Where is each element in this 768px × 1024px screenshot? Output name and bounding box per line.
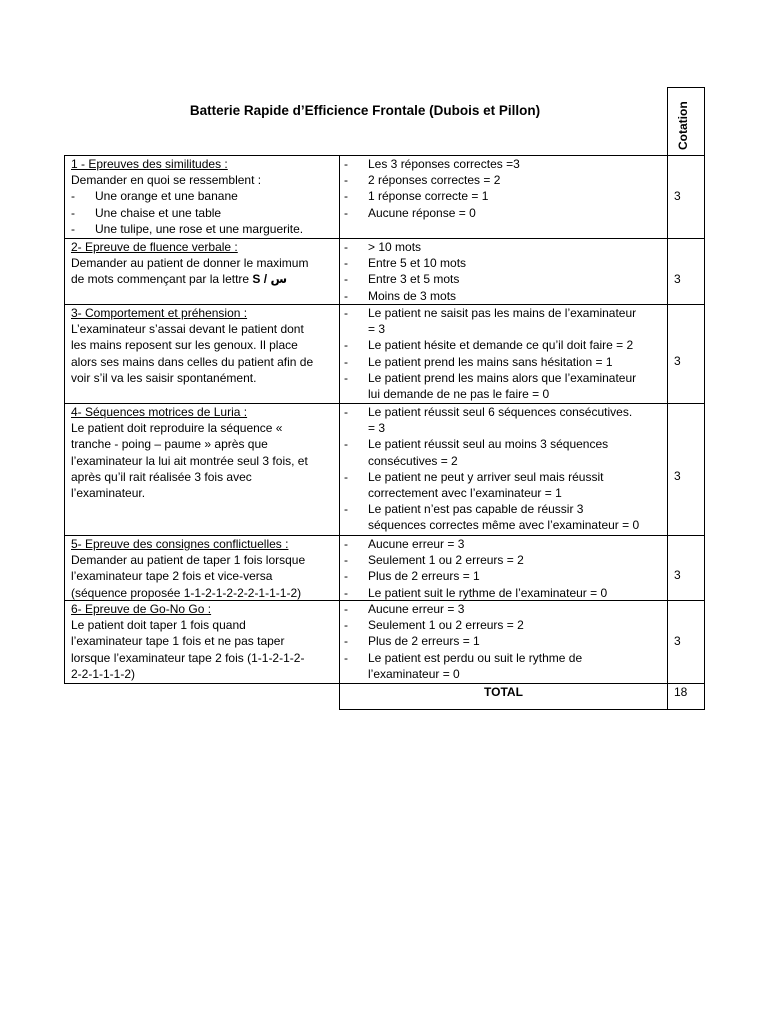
criterion-item: - Le patient réussit seul au moins 3 séquences (344, 437, 609, 452)
row6-line: Le patient doit taper 1 fois quand (71, 618, 246, 633)
row5-line: Demander au patient de taper 1 fois lorsque (71, 553, 306, 568)
row3-score: 3 (674, 354, 681, 368)
row5-score-cell (667, 535, 705, 601)
row4-line: Le patient doit reproduire la séquence « (71, 421, 283, 436)
criterion-item-cont: = 3 (368, 322, 386, 337)
row2-score: 3 (674, 272, 681, 286)
criterion-item-cont: = 3 (368, 421, 386, 436)
row3-line: voir s’il va les saisir spontanément. (71, 370, 257, 385)
row1-bullet: - Une orange et une banane (71, 189, 238, 204)
criterion-item: - Seulement 1 ou 2 erreurs = 2 (344, 618, 524, 633)
criterion-item: - Le patient est perdu ou suit le rythme de (344, 650, 583, 665)
row1-score-cell (667, 155, 705, 239)
row1-line: Demander en quoi se ressemblent : (71, 173, 262, 188)
row1-bullet: - Une tulipe, une rose et une marguerite. (71, 221, 304, 236)
row6-line: lorsque l’examinateur tape 2 fois (1-1-2-1-2- (71, 650, 305, 665)
total-label: TOTAL (484, 685, 523, 699)
row5-score: 3 (674, 568, 681, 582)
row6-line: l’examinateur tape 1 fois et ne pas taper (71, 634, 285, 649)
criterion-item: - Entre 3 et 5 mots (344, 272, 460, 287)
row4-score: 3 (674, 469, 681, 483)
criterion-item-cont: consécutives = 2 (368, 453, 458, 468)
row4-description (71, 404, 336, 501)
row3-description (71, 305, 336, 386)
row2-description (71, 239, 336, 288)
row5-line: l’examinateur tape 2 fois et vice-versa (71, 569, 273, 584)
criterion-item: - Le patient ne saisit pas les mains de l’examinateur (344, 306, 637, 320)
criterion-item: - Plus de 2 erreurs = 1 (344, 569, 480, 584)
criterion-item: - Plus de 2 erreurs = 1 (344, 634, 480, 649)
row1-description (71, 156, 336, 237)
criterion-item: - Seulement 1 ou 2 erreurs = 2 (344, 553, 524, 568)
row6-score: 3 (674, 634, 681, 648)
row5-heading: 5- Epreuve des consignes conflictuelles : (71, 537, 289, 551)
criterion-item: - Aucune erreur = 3 (344, 602, 465, 616)
criterion-item: - Aucune erreur = 3 (344, 537, 465, 551)
row3-line: les mains reposent sur les genoux. Il place (71, 338, 298, 353)
cotation-header: Cotation (676, 101, 690, 150)
row2-heading: 2- Epreuve de fluence verbale : (71, 240, 238, 254)
row4-criteria (344, 404, 664, 534)
row1-score: 3 (674, 189, 681, 203)
row1-bullet: - Une chaise et une table (71, 205, 222, 220)
total-value: 18 (674, 685, 688, 699)
criterion-item-cont: l’examinateur = 0 (368, 666, 460, 681)
row1-heading: 1 - Epreuves des similitudes : (71, 157, 228, 171)
criterion-item: - Moins de 3 mots (344, 288, 457, 303)
row4-line: l’examinateur. (71, 485, 146, 500)
criterion-item-cont: correctement avec l’examinateur = 1 (368, 485, 562, 500)
row6-line: 2-2-1-1-1-2) (71, 666, 136, 681)
row2-line: Demander au patient de donner le maximum (71, 256, 309, 271)
criterion-item-cont: lui demande de ne pas le faire = 0 (368, 386, 550, 401)
row6-criteria (344, 601, 664, 682)
criterion-item: - 1 réponse correcte = 1 (344, 189, 489, 204)
row3-score-cell (667, 304, 705, 404)
criterion-item: - Aucune réponse = 0 (344, 205, 476, 220)
document-title: Batterie Rapide d’Efficience Frontale (Dubois et Pillon) (189, 103, 541, 118)
criterion-item: - Le patient ne peut y arriver seul mais réussit (344, 469, 604, 484)
row5-criteria (344, 536, 664, 601)
row6-heading: 6- Epreuve de Go-No Go : (71, 602, 212, 616)
row3-heading: 3- Comportement et préhension : (71, 306, 248, 320)
criterion-item: - Le patient suit le rythme de l’examinateur = 0 (344, 585, 608, 600)
criterion-item: - Le patient prend les mains sans hésitation = 1 (344, 354, 613, 369)
criterion-item: - Le patient réussit seul 6 séquences consécutives. (344, 405, 633, 419)
criterion-item: - > 10 mots (344, 240, 422, 254)
criterion-item: - Les 3 réponses correctes =3 (344, 157, 520, 171)
letter-choice: S / س (252, 272, 287, 287)
row2-criteria (344, 239, 664, 304)
row2-score-cell (667, 238, 705, 305)
row3-line: alors ses mains dans celles du patient afin de (71, 354, 314, 369)
criterion-item: - Le patient prend les mains alors que l’examinateur (344, 370, 637, 385)
row5-line: (séquence proposée 1-1-2-1-2-2-2-1-1-1-2) (71, 585, 302, 600)
row3-criteria (344, 305, 664, 402)
row2-line: de mots commençant par la lettre S / س (71, 272, 287, 287)
criterion-item-cont: séquences correctes même avec l’examinateur = 0 (368, 518, 640, 533)
row4-line: tranche - poing – paume » après que (71, 437, 268, 452)
criterion-item: - 2 réponses correctes = 2 (344, 173, 501, 188)
criterion-item: - Le patient n’est pas capable de réussir 3 (344, 502, 584, 517)
row4-line: l’examinateur la lui ait montrée seul 3 fois, et (71, 453, 308, 468)
row4-heading: 4- Séquences motrices de Luria : (71, 405, 248, 419)
criterion-item: - Le patient hésite et demande ce qu’il doit faire = 2 (344, 338, 634, 353)
row5-description (71, 536, 336, 601)
row6-score-cell (667, 600, 705, 684)
row4-score-cell (667, 403, 705, 536)
row6-description (71, 601, 336, 682)
row3-line: L’examinateur s’assai devant le patient dont (71, 322, 304, 337)
row1-criteria (344, 156, 664, 221)
row4-line: après qu’il rait réalisée 3 fois avec (71, 469, 252, 484)
criterion-item: - Entre 5 et 10 mots (344, 256, 467, 271)
